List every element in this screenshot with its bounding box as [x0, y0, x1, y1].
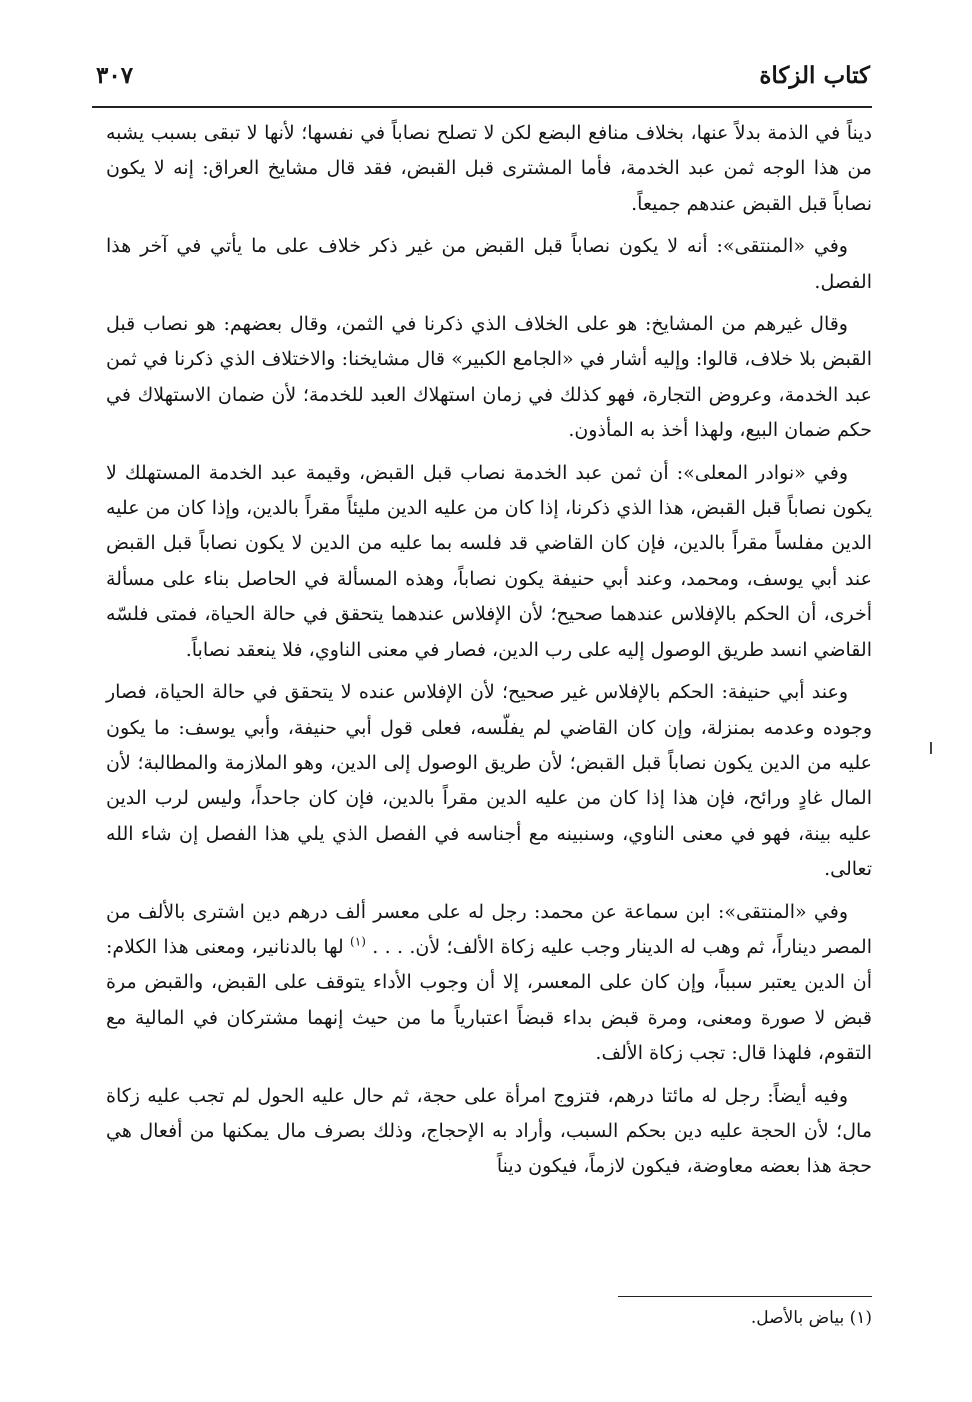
- paragraph-2: وفي «المنتقى»: أنه لا يكون نصاباً قبل القبض من غير ذكر خلاف على ما يأتي في آخر هذا الفصل.: [106, 235, 872, 293]
- paragraph-1: ديناً في الذمة بدلاً عنها، بخلاف منافع البضع لكن لا تصلح نصاباً في نفسها؛ لأنها لا تبقى بسبب يشبه من هذا الوجه ثمن عبد الخدمة، فأما المشترى قبل القبض، فقد قال مشايخ العراق: إنه لا يكون نصاباً قبل القبض عندهم جميعاً.: [106, 122, 872, 215]
- paragraph-6-text-b: لها بالدنانير، ومعنى هذا الكلام: أن الدين يعتبر سبباً، وإن كان على المعسر، إلا أن وجوب الأداء يتوقف على القبض، والقبض مرة قبض لا صورة ومعنى، ومرة قبض بداء قبضاً اعتبارياً ما من حيث إنهما مشتركان في المالية مع التقوم، فلهذا قال: تجب زكاة الألف.: [106, 935, 872, 1065]
- paragraph-5: وعند أبي حنيفة: الحكم بالإفلاس غير صحيح؛ لأن الإفلاس عنده لا يتحقق في حالة الحياة، فصار وجوده وعدمه بمنزلة، وإن كان القاضي لم يفلّسه، فعلى قول أبي حنيفة، وأبي يوسف: ما يكون عليه من الدين يكون نصاباً قبل القبض؛ لأن طريق الوصول إلى الدين، وهو الملازمة والمطالبة؛ لأن المال غادٍ ورائح، فإن هذا إذا كان من عليه الدين مقراً بالدين، فإن كان جاحداً، وليس لرب الدين عليه بينة، فهو في معنى الناوي، وسنبينه مع أجناسه في الفصل الذي يلي هذا الفصل إن شاء الله تعالى.: [106, 681, 872, 881]
- paragraph-3: وقال غيرهم من المشايخ: هو على الخلاف الذي ذكرنا في الثمن، وقال بعضهم: هو نصاب قبل القبض بلا خلاف، قالوا: وإليه أشار في «الجامع الكبير» قال مشايخنا: والاختلاف الذي ذكرنا في ثمن عبد الخدمة، وعروض التجارة، فهو كذلك في زمان استهلاك العبد للخدمة؛ لأن ضمان الاستهلاك في حكم ضمان البيع، ولهذا أخذ به المأذون.: [106, 313, 872, 442]
- scan-mark: [930, 742, 932, 754]
- footnote: (١) بياض بالأصل.: [750, 1308, 872, 1328]
- page-number: ٣٠٧: [96, 62, 134, 89]
- running-title: كتاب الزكاة: [759, 62, 870, 89]
- footnote-rule: [618, 1296, 872, 1297]
- footnote-reference[interactable]: (١): [350, 934, 366, 949]
- body-text: [106, 116, 872, 1192]
- paragraph-6-text-a: وفي «المنتقى»: ابن سماعة عن محمد: رجل له على معسر ألف درهم دين اشترى بالألف من المصر ديناراً، ثم وهب له الدينار وجب عليه زكاة الألف؛ لأن. . . .: [106, 900, 873, 958]
- header-rule: [92, 106, 872, 108]
- paragraph-7: وفيه أيضاً: رجل له مائتا درهم، فتزوج امرأة على حجة، ثم حال عليه الحول لم تجب عليه زكاة مال؛ لأن الحجة عليه دين بحكم السبب، وأراد به الإحجاج، وذلك بصرف مال يمكنها من أفعال هي حجة هذا بعضه معاوضة، فيكون لازماً، فيكون ديناً: [106, 1084, 872, 1178]
- paragraph-4: وفي «نوادر المعلى»: أن ثمن عبد الخدمة نصاب قبل القبض، وقيمة عبد الخدمة المستهلك لا يكون نصاباً قبل القبض، هذا الذي ذكرنا، إذا كان من عليه الدين مليئاً مقراً بالدين، وإذا كان من عليه الدين مفلساً مقراً بالدين، فإن كان القاضي قد فلسه بما عليه من الدين لا يكون نصاباً قبل القبض عند أبي يوسف، ومحمد، وعند أبي حنيفة يكون نصاباً، وهذه المسألة في الحاصل بناء على مسألة أخرى، أن الحكم بالإفلاس عندهما صحيح؛ لأن الإفلاس عندهما يتحقق في حالة الحياة، فمتى فلسّه القاضي انسد طريق الوصول إليه على رب الدين، فصار في معنى الناوي، فلا ينعقد نصاباً.: [106, 461, 872, 661]
- paragraph-6: [106, 895, 872, 1072]
